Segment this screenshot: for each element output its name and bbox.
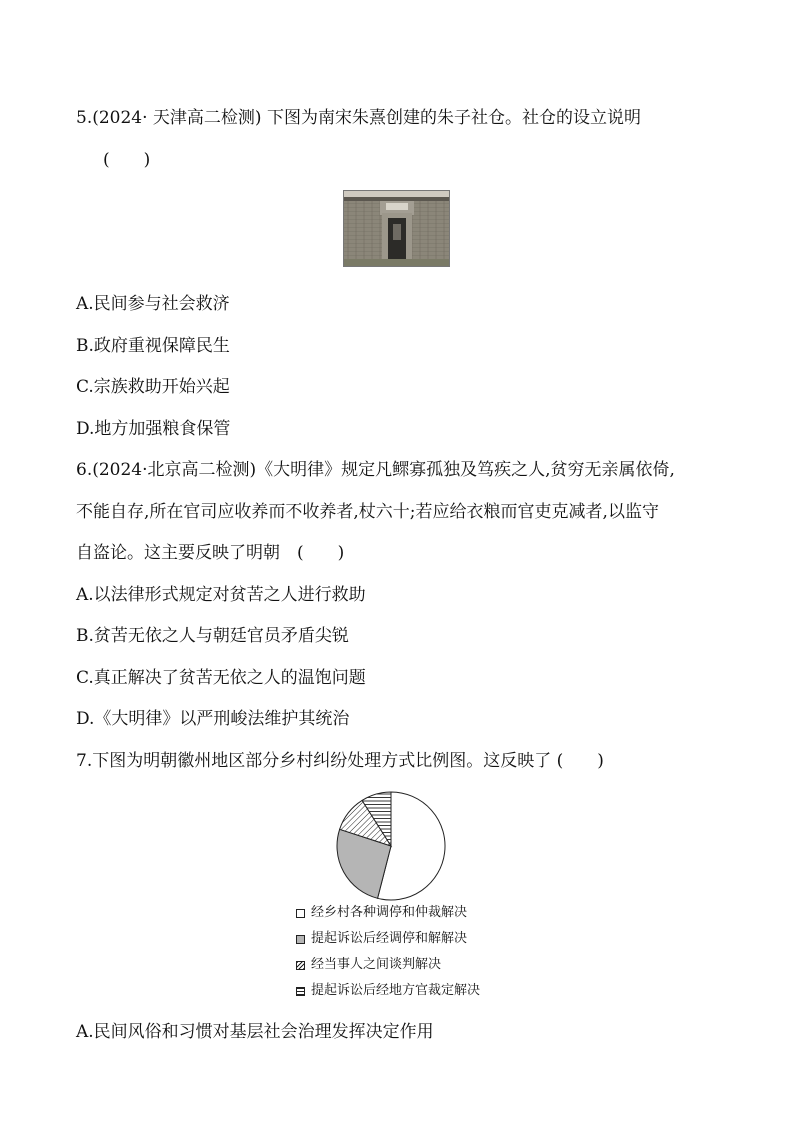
q7-pie-chart: [335, 790, 447, 902]
q6-option-d: D.《大明律》以严刑峻法维护其统治: [76, 709, 350, 729]
q5-option-c: C.宗族救助开始兴起: [76, 377, 230, 397]
legend-item-negotiation: [296, 955, 441, 975]
q5-answer-paren: ( ): [103, 150, 151, 170]
legend-label: 提起诉讼后经地方官裁定解决: [311, 983, 481, 998]
legend-item-lawsuit-mediation: [296, 929, 467, 949]
legend-swatch-diagonal: [296, 961, 305, 970]
q5-option-a: A.民间参与社会救济: [76, 294, 230, 314]
legend-label: 提起诉讼后经调停和解解决: [311, 931, 468, 946]
legend-swatch-gray: [296, 935, 305, 944]
legend-swatch-horizontal: [296, 987, 305, 996]
legend-label: 经乡村各种调停和仲裁解决: [311, 905, 468, 920]
q5-stem: 5.(2024· 天津高二检测) 下图为南宋朱熹创建的朱子社仓。社仓的设立说明: [76, 108, 641, 128]
q6-option-a: A.以法律形式规定对贫苦之人进行救助: [76, 585, 366, 605]
legend-item-official-ruling: [296, 981, 480, 1001]
q5-photo-zhuzi-granary: [343, 190, 450, 267]
q7-option-a: A.民间风俗和习惯对基层社会治理发挥决定作用: [76, 1022, 434, 1042]
legend-item-mediation-arbitration: [296, 903, 467, 923]
legend-swatch-blank: [296, 909, 305, 918]
q6-stem-line3: 自盗论。这主要反映了明朝 ( ): [76, 543, 345, 563]
q5-option-d: D.地方加强粮食保管: [76, 419, 231, 439]
q6-option-b: B.贫苦无依之人与朝廷官员矛盾尖锐: [76, 626, 349, 646]
legend-label: 经当事人之间谈判解决: [311, 957, 442, 972]
q6-stem-line1: 6.(2024·北京高二检测)《大明律》规定凡鳏寡孤独及笃疾之人,贫穷无亲属依倚,: [76, 460, 675, 480]
q6-stem-line2: 不能自存,所在官司应收养而不收养者,杖六十;若应给衣粮而官吏克减者,以监守: [76, 502, 659, 522]
q6-option-c: C.真正解决了贫苦无依之人的温饱问题: [76, 668, 366, 688]
q5-option-b: B.政府重视保障民生: [76, 336, 230, 356]
q7-stem: 7.下图为明朝徽州地区部分乡村纠纷处理方式比例图。这反映了 ( ): [76, 751, 604, 771]
